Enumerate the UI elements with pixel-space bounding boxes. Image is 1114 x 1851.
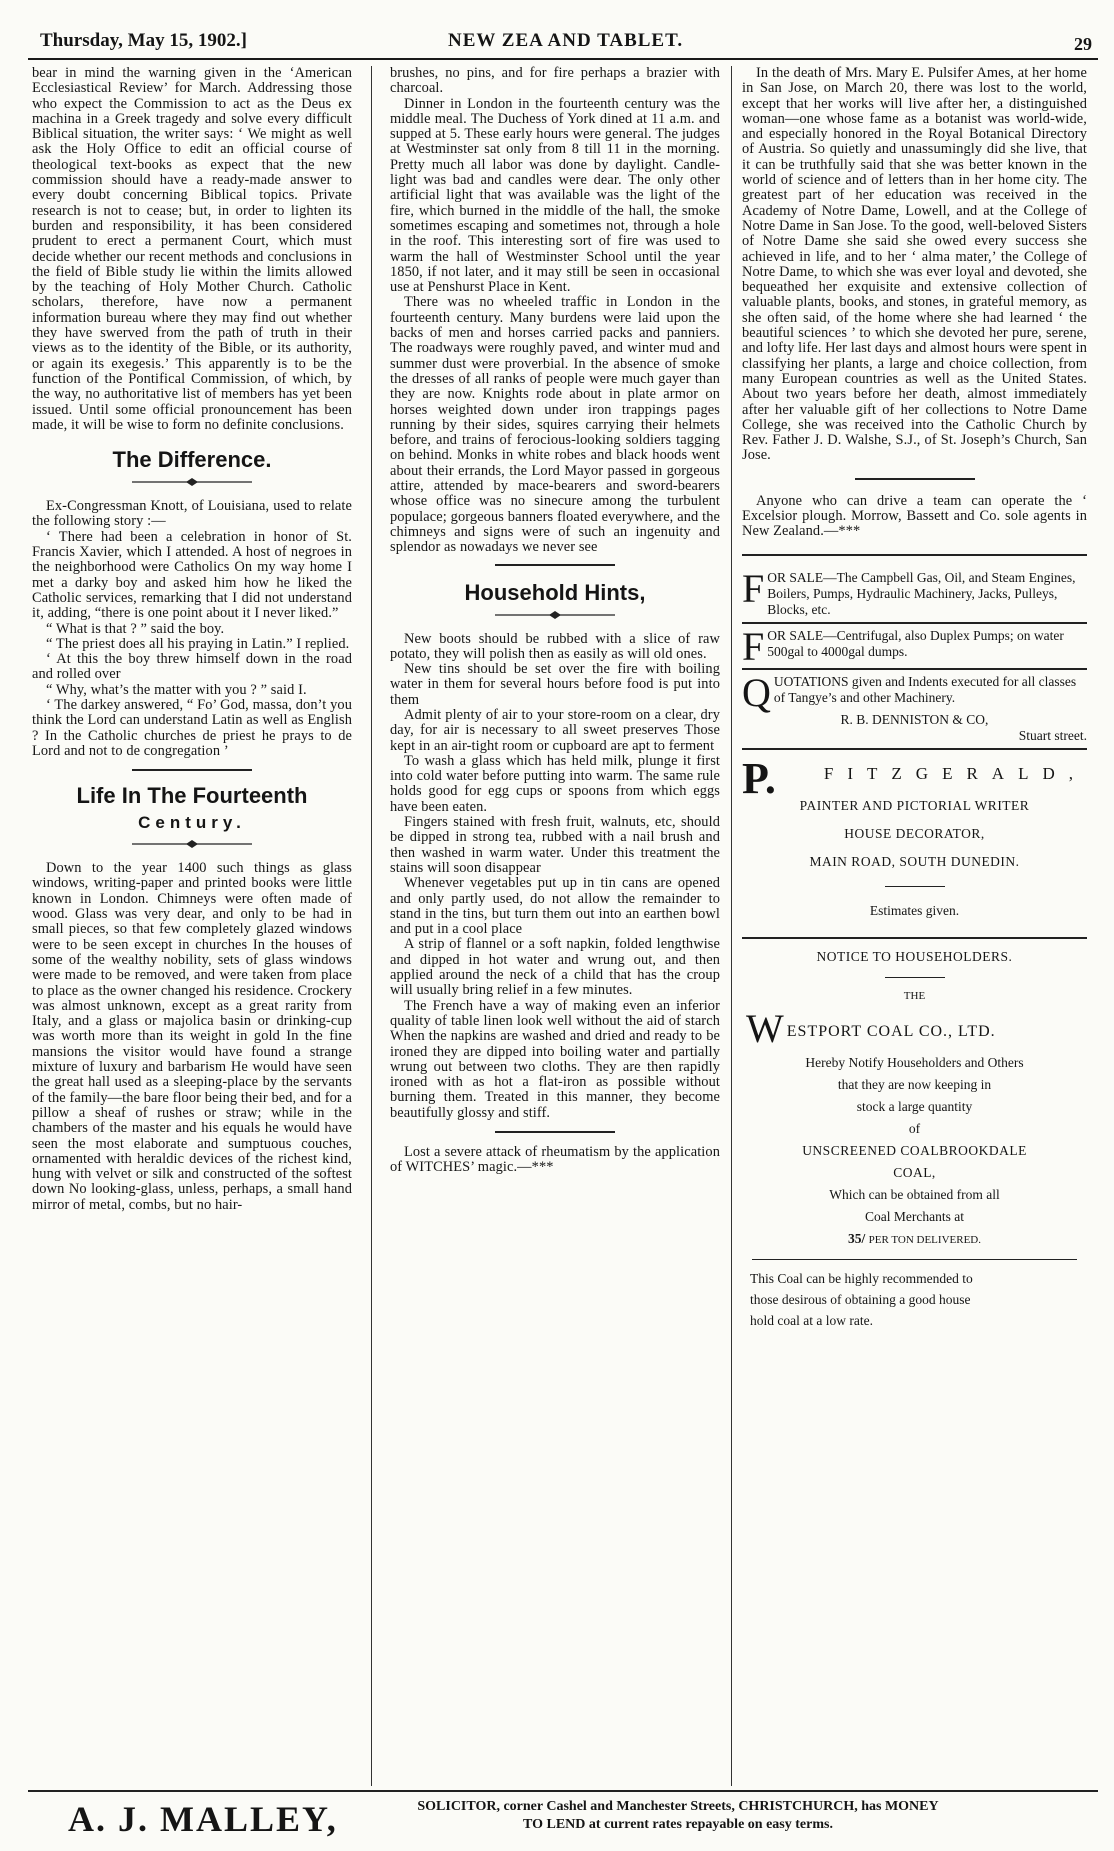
- section-rule: [885, 977, 945, 978]
- ad-centrifugal-pumps: [742, 624, 1087, 670]
- ad-line: THE: [903, 989, 926, 1002]
- footer-line: SOLICITOR, corner Cashel and Manchester Streets, CHRISTCHURCH, has MONEY: [417, 1799, 939, 1814]
- drop-cap: F: [742, 623, 765, 669]
- ad-text: UOTATIONS given and Indents executed for all classes of Tangye’s and other Machinery.: [773, 673, 1077, 705]
- article-paragraph: “ The priest does all his praying in Latin.” I replied.: [46, 635, 350, 652]
- westport-company: ESTPORT COAL CO., LTD.: [786, 1022, 996, 1040]
- malley-name: A. J. MALLEY,: [68, 1799, 338, 1839]
- section-rule: [132, 769, 252, 771]
- article-paragraph: brushes, no pins, and for fire perhaps a brazier with charcoal.: [390, 66, 720, 97]
- drop-cap: F: [742, 565, 765, 611]
- ad-line: UNSCREENED COALBROOKDALE: [802, 1142, 1027, 1158]
- ad-line: stock a large quantity: [856, 1098, 973, 1114]
- article-paragraph: ‘ The darkey answered, “ Fo’ God, massa, don’t you think the Lord can understand Latin as well as English ? In the Catholic churches de priest he prays to de Lord and not to de congregation ’: [32, 696, 352, 759]
- ad-westport-coal: [742, 939, 1087, 1331]
- ad-text: OR SALE—The Campbell Gas, Oil, and Steam Engines, Boilers, Pumps, Hydraulic Machinery, Jacks, Pulleys, Blocks, etc.: [767, 569, 1076, 617]
- ad-line: Which can be obtained from all: [829, 1186, 1000, 1202]
- heading-difference: The Difference.: [112, 447, 272, 473]
- footer-line: TO LEND at current rates repayable on easy terms.: [523, 1817, 833, 1832]
- article-paragraph: “ What is that ? ” said the boy.: [46, 620, 225, 637]
- newspaper-title: NEW ZEA AND TABLET.: [448, 30, 684, 51]
- column-right: [742, 66, 1087, 1786]
- article-paragraph: There was no wheeled traffic in London in the fourteenth century. Many burdens were laid upon the backs of men and horses carried packs and panniers. The roadways were roughly paved, and winter mud and summer dust were proverbial. In the absence of smoke the dresses of all ranks of people were much gayer than they are now. Knights rode about in plate armor on horses weighted down under iron trappings pages running by their sides, squires carrying their helmets before, and trains of ferocious-looking soldiers tagging on behind. Monks in white robes and black hoods went about their errands, the Lord Mayor passed in gorgeous attire, attended by mace-bearers and sword-bearers whose office was no sinecure among the turbulent populace; gorgeous banners floated everywhere, and the chimneys and signs were of such an ingenuity and splendor as nowadays we never see: [390, 294, 720, 556]
- drop-cap: P.: [742, 753, 776, 803]
- hint-paragraph: The French have a way of making even an inferior quality of table linen look well without the aid of starch When the napkins are washed and dried and ready to be ironed they are dipped into boiling water and partially wrung out between two cloths. They are then rapidly ironed with as hot a flat-iron as possible without burning them. Treated in this manner, they become beautifully glossy and stiff.: [390, 997, 720, 1121]
- ad-campbell-engines: [742, 566, 1087, 624]
- ad-notice: NOTICE TO HOUSEHOLDERS.: [816, 948, 1013, 964]
- ad-price: [742, 1228, 1087, 1251]
- ad-line: HOUSE DECORATOR,: [844, 825, 985, 841]
- hint-paragraph: New tins should be set over the fire with boiling water in them for several hours before food is put into them: [390, 661, 720, 708]
- footer-advert: [28, 1790, 1098, 1847]
- column-middle: [390, 66, 720, 1786]
- hint-paragraph: Fingers stained with fresh fruit, walnuts, etc, should be dipped in strong tea, rubbed with a nail brush and then washed in warm water. Under this treatment the stains will soon disappear: [390, 814, 720, 876]
- page-number: 29: [1074, 34, 1092, 54]
- section-rule: [752, 1259, 1077, 1260]
- article-paragraph: Down to the year 1400 such things as glass windows, writing-paper and printed books were little known in London. Chimneys were often made of wood. Glass was very dear, and only to be had in small pieces, so that few completely glazed windows were to be seen except in churches In the houses of some of the wealthy nobility, sets of glass windows were made to be removed, and were taken from place to place as the owner changed his residence. Crockery was almost unknown, except as a great rarity from Italy, and a glass or majolica basin or drinking-cup was worth more than its weight in gold In the fine mansions the visitor would have found a strange mixture of luxury and barbarism He would have seen the great hall used as a sleeping-place by the servants of the family—the bare floor being their bed, and for a pillow a sheaf of rushes or straw; while in the chambers of the master and his equals he would have seen the most elaborate and sumptuous couches, ornamented with heraldic devices of the richest kind, hung with velvet or silk and constructed of the softest down No looking-glass, unless, perhaps, a small hand mirror of metal, combs, but no hair-: [32, 860, 352, 1213]
- malley-text: [358, 1798, 998, 1834]
- ad-text: OR SALE—Centrifugal, also Duplex Pumps; on water 500gal to 4000gal dumps.: [767, 627, 1064, 659]
- drop-cap: W: [746, 1009, 784, 1046]
- westport-title: [742, 1010, 1087, 1046]
- heading-household-hints: Household Hints,: [464, 579, 646, 605]
- page-header: [28, 30, 1098, 60]
- section-rule: [885, 886, 945, 887]
- column-left: [32, 66, 352, 1786]
- section-rule: [742, 554, 1087, 556]
- ames-obituary: In the death of Mrs. Mary E. Pulsifer Ames, at her home in San Jose, on March 20, there was lost to the world, except that her works will live after her, a distinguished woman—one whose fame as a botanist was world-wide, and especially honored in the Royal Botanical Directory of Austria. So quietly and unassumingly did she live, that it can be truthfully said that she was better known in the world of science and of letters than in her home city. The greatest part of her education was received in the Academy of Notre Dame, Lowell, and at the College of Notre Dame in San Jose. To the good, well-beloved Sisters of Notre Dame she said she owed every success she achieved in life, and to her ‘ alma mater,’ the College of Notre Dame, to which she was ever loyal and devoted, she bequeathed her exquisite and extensive collection of valuable plants, books, and stones, in grateful memory, as she often said, of the home where she had learned ‘ the beautiful sciences ’ to which she devoted her pure, serene, and lofty life. Her last days and almost hours were spent in classifying her plants, a large and choice collection, from many European countries as well as the United States. About two years before her death, almost immediately after her valuable gift of her collections to Notre Dame College, she was received into the Catholic Church by Rev. Father J. D. Walshe, S.J., of St. Joseph’s Church, San Jose.: [742, 66, 1087, 464]
- hint-paragraph: New boots should be rubbed with a slice of raw potato, they will polish then as easily as will old ones.: [390, 630, 720, 662]
- hint-paragraph: Admit plenty of air to your store-room on a clear, dry day, for air is necessary to all sweet preserves Those kept in an air-tight room or cupboard are apt to ferment: [390, 706, 720, 754]
- hint-paragraph: Whenever vegetables put up in tin cans are opened and only partly used, do not allow the remainder to stand in the tins, but turn them out into an earthen bowl and put in a cool place: [390, 875, 720, 938]
- section-rule: [495, 1131, 615, 1133]
- ad-line: This Coal can be highly recommended to: [750, 1270, 973, 1286]
- article-paragraph: ‘ There had been a celebration in honor of St. Francis Xavier, which I attended. A host of negroes in the neighborhood were Catholics On my way home I met a darky boy and asked him how he liked the Catholic services, remarking that I did not understand it, adding, “there is one point about it I never liked.”: [32, 528, 352, 622]
- heading-fourteenth-century: Life In The Fourteenth: [76, 783, 308, 809]
- article-paragraph: “ Why, what’s the matter with you ? ” said I.: [46, 681, 307, 698]
- ad-line: MAIN ROAD, SOUTH DUNEDIN.: [809, 853, 1020, 869]
- ad-line: that they are now keeping in: [837, 1076, 992, 1092]
- section-rule: [495, 564, 615, 566]
- article-paragraph: ‘ At this the boy threw himself down in the road and rolled over: [32, 651, 352, 683]
- price-note: PER TON DELIVERED.: [868, 1233, 981, 1246]
- hint-paragraph: To wash a glass which has held milk, plunge it first into cold water before putting into warm. The same rule holds good for egg cups or spoons from which eggs have been eaten.: [390, 752, 720, 815]
- ad-line: Hereby Notify Householders and Others: [805, 1054, 1024, 1070]
- subheading-century: Century.: [138, 813, 246, 833]
- ad-line: COAL,: [893, 1164, 936, 1180]
- ornament-divider: [132, 839, 252, 849]
- ad-street: Stuart street.: [1018, 727, 1087, 743]
- excelsior-advert: Anyone who can drive a team can operate the ‘ Excelsior plough. Morrow, Bassett and Co. sole agents in New Zealand.—***: [742, 492, 1087, 540]
- ornament-divider: [495, 610, 615, 620]
- article-paragraph: Dinner in London in the fourteenth century was the middle meal. The Duchess of York dined at 11 a.m. and supped at 5. These early hours were general. The judges at Westminster sat only from 8 till 11 in the morning. Pretty much all labor was done by daylight. Candle-light was bad and candles were dear. The only other artificial light that was available was the light of the fire, which burned in the middle of the hall, the smoke sometimes escaping and sometimes not, through a hole in the roof. This interesting sort of fire was used to warm the hall of Westminster School until the year 1850, if not later, and it may still be seen in occasional use at Penshurst Place in Kent.: [390, 95, 720, 296]
- hint-paragraph: A strip of flannel or a soft napkin, folded lengthwise and dipped in hot water and wrung out, and then applied around the neck of a child that has the croup will usually bring relief in a few minutes.: [390, 936, 720, 999]
- ad-fitzgerald: [742, 750, 1087, 939]
- ad-firm: R. B. DENNISTON & CO,: [840, 711, 989, 727]
- ornament-divider: [132, 477, 252, 487]
- drop-cap: Q: [742, 669, 771, 715]
- article-paragraph: bear in mind the warning given in the ‘American Ecclesiastical Review’ for March. Addressing those who expect the Commission to act as the Deus ex machina in a Greek tragedy and solve every difficult Biblical situation, the writer says: ‘ We might as well ask the Holy Office to edit an official course of theological text-books as expect that the new commission should have a ready-made answer to every doubt concerning Biblical topics. Private research is not to cease; but, in order to lighten its burden and responsibility, it has been considered prudent to erect a permanent Court, which must decide whether our recent methods and conclusions in the field of Bible study lie within the limits allowed by the teaching of Holy Mother Church. Catholic scholars, therefore, have now a permanent information bureau where they may find out whether they have swerved from the path of truth in their views as to the identity of the Bible, or its authority, or again its exegesis.’ This apparently is to be the function of the Pontifical Commission, of which, by the way, no authoritative list of members has yet been issued. Until some official pronouncement has been made, it will be wise to form no definite conclusions.: [32, 66, 352, 433]
- ad-line: Estimates given.: [869, 902, 960, 918]
- ad-line: PAINTER AND PICTORIAL WRITER: [799, 797, 1030, 813]
- issue-date: Thursday, May 15, 1902.]: [40, 30, 247, 51]
- section-rule: [855, 478, 975, 480]
- ad-line: those desirous of obtaining a good house: [750, 1291, 971, 1307]
- article-paragraph: Ex-Congressman Knott, of Louisiana, used to relate the following story :—: [32, 498, 352, 530]
- column-divider: [371, 66, 372, 1786]
- witches-advert: Lost a severe attack of rheumatism by the application of WITCHES’ magic.—***: [390, 1144, 720, 1176]
- price-value: 35/: [848, 1230, 866, 1246]
- ad-line: Coal Merchants at: [865, 1208, 964, 1224]
- fitzgerald-name: FITZGERALD,: [823, 763, 1087, 783]
- ad-line: hold coal at a low rate.: [750, 1312, 873, 1328]
- ad-quotations: [742, 670, 1087, 750]
- ad-line: of: [908, 1120, 921, 1136]
- column-divider: [731, 66, 732, 1786]
